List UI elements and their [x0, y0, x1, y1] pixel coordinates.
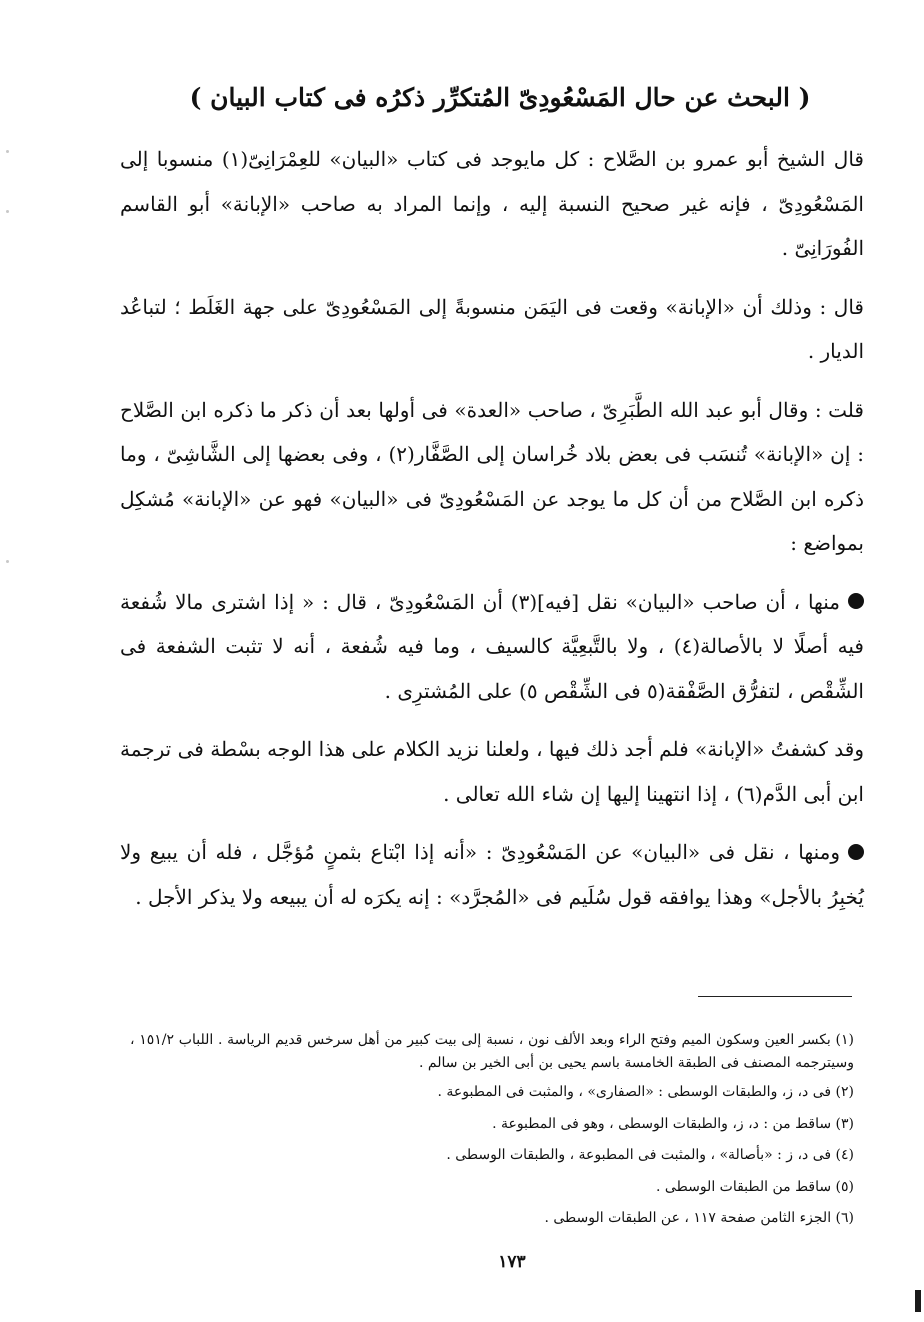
paragraph-4-text: منها ، أن صاحب «البيان» نقل [فيه](٣) أن المَسْعُودِىّ ، قال : « إذا اشترى مالا شُفعة فيه أصلًا لا بالأصالة(٤) ، ولا بالتَّبعِيَّة كالسيف ، وما فيه شُفعة ، أنه لا تثبت الشفعة فى الشِّقْص ، لتفرُّق الصَّفْقة(٥ فى الشِّقْص ٥) على المُشترِى .: [120, 589, 864, 703]
footnote-1: (١) بكسر العين وسكون الميم وفتح الراء وبعد الألف نون ، نسبة إلى بيت كبير من أهل سرخس قديم الرياسة . اللباب ١٥١/٢ ، وسيترجمه المصنف فى الطبقة الخامسة باسم يحيى بن أبى الخير بن سالم .: [130, 1032, 855, 1071]
paragraph-5: وقد كشفتُ «الإبانة» فلم أجد ذلك فيها ، ولعلنا نزيد الكلام على هذا الوجه بسْطة فى ترجمة ابن أبى الدَّم(٦) ، إذا انتهينا إليها إن شاء الله تعالى .: [120, 737, 864, 806]
bullet-icon: [848, 593, 864, 609]
paragraph-4: [120, 580, 864, 714]
footnote-separator: [698, 996, 852, 997]
scan-speck: [6, 150, 9, 153]
footnote-2: (٢) فى د، ز، والطبقات الوسطى : «الصفارى» ، والمثبت فى المطبوعة .: [437, 1084, 854, 1100]
page-edge-mark: [915, 1290, 921, 1312]
paragraph-6: [120, 830, 864, 919]
footnotes: [130, 1026, 854, 1236]
page-number: ١٧٣: [498, 1252, 526, 1272]
scan-speck: [6, 560, 9, 563]
main-text: [120, 137, 864, 933]
bullet-icon: [848, 844, 864, 860]
paragraph-2: قال : وذلك أن «الإبانة» وقعت فى اليَمَن منسوبةً إلى المَسْعُودِىّ على جهة الغَلَط ؛ لتباعُد الديار .: [120, 294, 864, 363]
section-heading: ( البحث عن حال المَسْعُودِىّ المُتكرِّر ذكرُه فى كتاب البيان ): [189, 83, 811, 112]
footnote-4: (٤) فى د، ز : «بأصالة» ، والمثبت فى المطبوعة ، والطبقات الوسطى .: [446, 1147, 854, 1163]
footnote-6: (٦) الجزء الثامن صفحة ١١٧ ، عن الطبقات الوسطى .: [544, 1210, 854, 1226]
paragraph-3: قلت : وقال أبو عبد الله الطَّبَرِىّ ، صاحب «العدة» فى أولها بعد أن ذكر ما ذكره ابن الصَّلاح : إن «الإبانة» تُنسَب فى بعض بلاد خُراسان إلى الصَّفَّار(٢) ، وفى بعضها إلى الشَّاشِىّ ، وما ذكره ابن الصَّلاح من أن كل ما يوجد عن المَسْعُودِىّ فى «البيان» فهو عن «الإبانة» مُشكِل بمواضع :: [120, 397, 864, 555]
footnote-3: (٣) ساقط من : د، ز، والطبقات الوسطى ، وهو فى المطبوعة .: [492, 1115, 854, 1132]
scan-speck: [6, 210, 9, 213]
paragraph-6-text: ومنها ، نقل فى «البيان» عن المَسْعُودِىّ : «أنه إذا ابْتاع بثمنٍ مُؤجَّل ، فله أن يبيع ولا يُخبِرُ بالأجل» وهذا يوافقه قول سُلَيم فى «المُجرَّد» : إنه يكرَه له أن يبيعه ولا يذكر الأجل .: [120, 840, 864, 909]
footnote-5: (٥) ساقط من الطبقات الوسطى .: [656, 1178, 854, 1195]
paragraph-1: قال الشيخ أبو عمرو بن الصَّلاح : كل مايوجد فى كتاب «البيان» للعِمْرَانِىّ(١) منسوبا إلى المَسْعُودِىّ ، فإنه غير صحيح النسبة إليه ، وإنما المراد به صاحب «الإبانة» أبو القاسم الفُورَانِىّ .: [120, 147, 864, 260]
